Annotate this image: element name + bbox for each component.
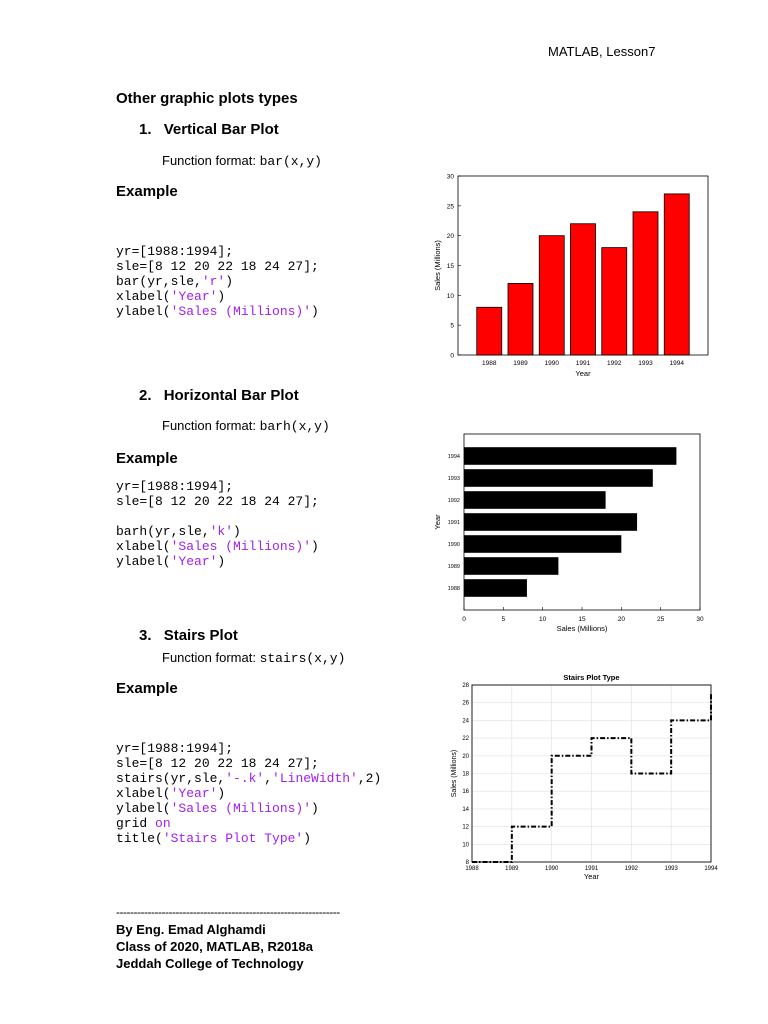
code-token: 'Year' — [170, 786, 218, 801]
stairs-chart — [428, 668, 720, 890]
footer-class: Class of 2020, MATLAB, R2018a — [116, 939, 313, 954]
y-axis-label: Year — [433, 514, 442, 530]
y-axis-label: Sales (Millions) — [451, 749, 458, 798]
code-line — [116, 259, 319, 274]
code-token: '-.k' — [225, 771, 265, 786]
x-tick-label: 1991 — [575, 360, 591, 367]
section-number: 1. — [139, 121, 152, 138]
page-title: Other graphic plots types — [116, 90, 298, 107]
code-line — [116, 554, 319, 569]
y-tick-label: 18 — [462, 771, 469, 778]
x-tick-label: 1989 — [513, 360, 528, 367]
y-tick-label: 1989 — [447, 564, 460, 570]
code-token: sle=[8 12 20 22 18 24 27]; — [116, 494, 319, 509]
format-code: barh(x,y) — [259, 419, 330, 434]
bar — [464, 579, 527, 597]
y-tick-label: 1991 — [447, 520, 460, 526]
code-token: yr=[1988:1994]; — [116, 244, 234, 259]
bar — [464, 491, 606, 509]
x-tick-label: 1992 — [607, 360, 622, 367]
bar — [477, 307, 502, 355]
example-label: Example — [116, 450, 178, 467]
vertical-bar-chart — [428, 168, 720, 380]
code-line — [116, 741, 381, 756]
chart-title: Stairs Plot Type — [563, 673, 620, 682]
code-token: ) — [311, 539, 319, 554]
y-tick-label: 1990 — [447, 542, 460, 548]
code-token: on — [155, 816, 171, 831]
y-tick-label: 10 — [446, 292, 454, 300]
code-line — [116, 244, 319, 259]
x-tick-label: 5 — [501, 616, 506, 623]
code-line — [116, 304, 319, 319]
y-tick-label: 1992 — [447, 498, 460, 504]
x-tick-label: 15 — [578, 616, 586, 623]
code-token: yr=[1988:1994]; — [116, 741, 234, 756]
x-tick-label: 1994 — [704, 866, 718, 872]
x-tick-label: 1993 — [664, 866, 678, 872]
code-line — [116, 786, 381, 801]
code-token: 'Sales (Millions)' — [170, 304, 312, 319]
function-format-barh — [162, 418, 330, 434]
code-token: 'LineWidth' — [272, 771, 358, 786]
x-tick-label: 10 — [539, 616, 547, 623]
y-tick-label: 16 — [462, 789, 469, 796]
code-line — [116, 274, 319, 289]
y-axis-label: Sales (Millions) — [433, 240, 442, 291]
bar — [602, 248, 627, 355]
x-tick-label: 1994 — [669, 360, 684, 367]
footer-separator: ---------------------------------------------------------------- — [116, 905, 340, 919]
document-header: MATLAB, Lesson7 — [548, 44, 656, 59]
function-format-stairs — [162, 650, 345, 666]
code-token: 'Sales (Millions)' — [170, 539, 312, 554]
code-token: bar(yr,sle, — [116, 274, 202, 289]
format-label: Function format: — [162, 418, 256, 433]
code-line — [116, 756, 381, 771]
code-token: 'Stairs Plot Type' — [162, 831, 304, 846]
code-line — [116, 289, 319, 304]
code-token: ylabel( — [116, 801, 171, 816]
example-label: Example — [116, 183, 178, 200]
bar — [539, 236, 564, 355]
code-token: ) — [225, 274, 234, 289]
format-label: Function format: — [162, 650, 256, 665]
x-tick-label: 1988 — [465, 866, 479, 872]
y-tick-label: 14 — [462, 806, 469, 813]
code-token: ) — [233, 524, 241, 539]
code-token: ) — [311, 304, 319, 319]
x-tick-label: 1992 — [624, 866, 639, 872]
code-token: sle=[8 12 20 22 18 24 27]; — [116, 756, 319, 771]
y-tick-label: 20 — [446, 233, 454, 241]
y-tick-label: 24 — [462, 718, 469, 725]
footer-college: Jeddah College of Technology — [116, 956, 304, 971]
y-tick-label: 8 — [465, 860, 469, 866]
code-line — [116, 801, 381, 816]
x-tick-label: 1993 — [638, 360, 653, 367]
code-token: yr=[1988:1994]; — [116, 479, 234, 494]
x-tick-label: 1988 — [482, 360, 497, 367]
code-token: 'Year' — [170, 554, 218, 569]
x-tick-label: 20 — [617, 616, 625, 623]
x-tick-label: 30 — [696, 616, 704, 623]
bar — [571, 224, 596, 355]
code-token: 'Year' — [170, 289, 218, 304]
format-label: Function format: — [162, 153, 256, 168]
section-title: Vertical Bar Plot — [163, 121, 279, 138]
section-title: Stairs Plot — [163, 627, 238, 644]
y-tick-label: 20 — [462, 753, 469, 760]
code-token: 'r' — [201, 274, 226, 289]
code-token: ylabel( — [116, 554, 171, 569]
bar — [464, 447, 676, 465]
code-token: 'Sales (Millions)' — [170, 801, 312, 816]
bar — [464, 535, 621, 553]
code-token: xlabel( — [116, 539, 171, 554]
code-token: , — [264, 771, 273, 786]
code-token: ) — [217, 554, 226, 569]
y-tick-label: 5 — [450, 322, 454, 330]
footer — [116, 921, 313, 972]
code-token: ) — [303, 831, 312, 846]
code-token: xlabel( — [116, 786, 171, 801]
format-code: stairs(x,y) — [259, 651, 346, 666]
code-line — [116, 539, 319, 554]
code-token: ylabel( — [116, 304, 171, 319]
function-format-bar — [162, 153, 322, 169]
bar — [464, 469, 653, 487]
x-tick-label: 25 — [657, 616, 665, 623]
code-token: ,2) — [357, 771, 382, 786]
x-axis-label: Sales (Millions) — [556, 624, 608, 633]
y-tick-label: 22 — [462, 736, 469, 743]
code-token: stairs(yr,sle, — [116, 771, 226, 786]
x-axis-label: Year — [583, 872, 600, 881]
code-token: ) — [217, 786, 226, 801]
code-token: barh(yr,sle, — [116, 524, 210, 539]
y-tick-label: 28 — [462, 683, 469, 689]
code-line — [116, 509, 319, 524]
y-tick-label: 25 — [446, 203, 454, 211]
section-number: 2. — [139, 387, 152, 404]
y-tick-label: 12 — [462, 824, 469, 831]
bar — [664, 194, 689, 355]
bar — [464, 557, 558, 575]
section-number: 3. — [139, 627, 152, 644]
section-heading-vertical-bar — [139, 121, 279, 138]
x-tick-label: 1990 — [544, 866, 559, 872]
bar — [508, 283, 533, 355]
y-tick-label: 15 — [446, 263, 454, 270]
code-line — [116, 771, 381, 786]
code-token: sle=[8 12 20 22 18 24 27]; — [116, 259, 319, 274]
format-code: bar(x,y) — [259, 154, 322, 169]
y-tick-label: 1988 — [447, 586, 460, 592]
code-token: grid — [116, 816, 156, 831]
code-line — [116, 816, 381, 831]
y-tick-label: 0 — [450, 352, 454, 360]
horizontal-bar-chart — [428, 428, 720, 636]
y-tick-label: 1994 — [447, 454, 460, 460]
code-token: title( — [116, 831, 163, 846]
y-tick-label: 26 — [462, 700, 469, 707]
code-block-barh — [116, 479, 319, 569]
x-tick-label: 1991 — [584, 866, 599, 872]
x-tick-label: 0 — [462, 616, 466, 623]
code-token: xlabel( — [116, 289, 171, 304]
code-token: ) — [217, 289, 226, 304]
x-tick-label: 1990 — [544, 360, 559, 367]
code-block-stairs — [116, 741, 381, 846]
y-tick-label: 1993 — [447, 476, 460, 482]
y-tick-label: 10 — [462, 842, 469, 849]
example-label: Example — [116, 680, 178, 697]
code-token: ) — [311, 801, 319, 816]
code-token: 'k' — [209, 524, 234, 539]
section-heading-stairs — [139, 627, 238, 644]
code-line — [116, 479, 319, 494]
y-tick-label: 30 — [446, 173, 454, 181]
bar — [633, 212, 658, 355]
section-heading-horizontal-bar — [139, 387, 299, 404]
x-tick-label: 1989 — [505, 866, 519, 872]
code-line — [116, 524, 319, 539]
section-title: Horizontal Bar Plot — [163, 387, 299, 404]
code-line — [116, 831, 381, 846]
code-block-bar — [116, 244, 319, 319]
x-axis-label: Year — [575, 369, 591, 378]
bar — [464, 513, 637, 531]
footer-author: By Eng. Emad Alghamdi — [116, 922, 266, 937]
code-line — [116, 494, 319, 509]
